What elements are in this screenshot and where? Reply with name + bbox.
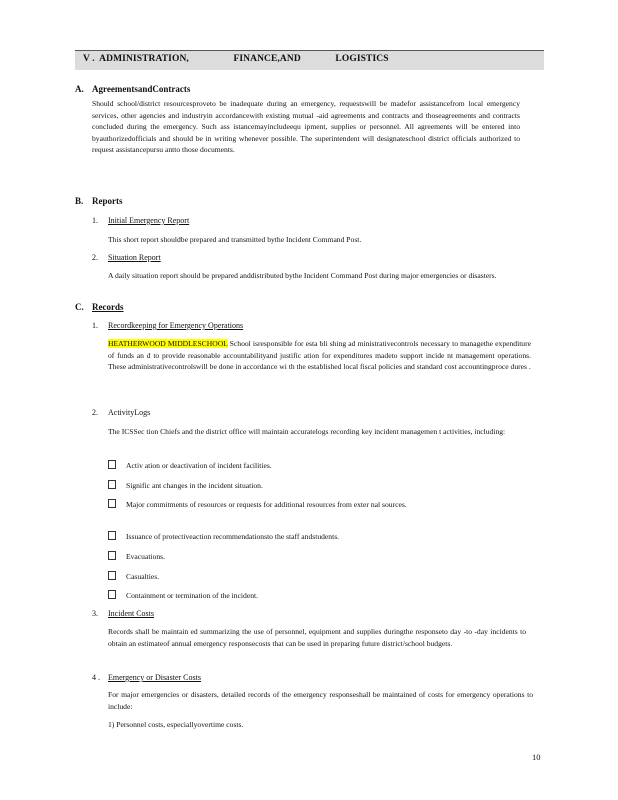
item-title: Recordkeeping for Emergency Operations bbox=[108, 321, 244, 330]
initial-report-paragraph: This short report shouldbe prepared and transmitted bythe Incident Command Post. bbox=[108, 235, 362, 244]
heading-letter: C. bbox=[75, 302, 84, 312]
bullet-text: Major commitments of resources or requests for additional resources from exter nal sources. bbox=[126, 500, 407, 509]
bullet-item bbox=[108, 571, 526, 582]
subheading-recordkeeping bbox=[92, 321, 243, 330]
bullet-item bbox=[108, 531, 526, 542]
section-header-bar bbox=[75, 50, 544, 70]
checkbox-bullet-icon bbox=[108, 460, 116, 469]
page-number: 10 bbox=[532, 752, 541, 762]
school-name-highlight: HEATHERWOOD MIDDLESCHOOL bbox=[108, 339, 228, 348]
item-number: 3. bbox=[92, 609, 98, 618]
heading-agreements bbox=[75, 84, 190, 94]
heading-records bbox=[75, 302, 124, 312]
subheading-activity-logs bbox=[92, 408, 150, 417]
item-number: 1. bbox=[92, 216, 98, 225]
bullet-text: Activ ation or deactivation of incident facilities. bbox=[126, 461, 272, 470]
bullet-text: Casualties. bbox=[126, 572, 160, 581]
bullet-item bbox=[108, 499, 526, 510]
recordkeeping-paragraph bbox=[108, 338, 531, 373]
subheading-disaster-costs bbox=[92, 673, 201, 682]
checkbox-bullet-icon bbox=[108, 571, 116, 580]
heading-reports bbox=[75, 196, 123, 206]
recordkeeping-text: School isresponsible for esta bli shing ad ministrativecontrols necessary to managethe expenditure of funds an d to provide reasonable accountabilityand justific ation for expenditures madeto support incide nt management operations. These administrativecontrolswill be done in accordance wi th the established local fiscal policies and standard cost accountingproce dures . bbox=[108, 339, 531, 371]
section-title: V . ADMINISTRATION, FINANCE,AND LOGISTICS bbox=[83, 54, 389, 64]
heading-text: Reports bbox=[92, 196, 123, 206]
item-title: Incident Costs bbox=[108, 609, 154, 618]
bullet-text: Signific ant changes in the incident situation. bbox=[126, 481, 263, 490]
item-title: Initial Emergency Report bbox=[108, 216, 190, 225]
disaster-costs-paragraph: For major emergencies or disasters, detailed records of the emergency responseshall be maintained of costs for emergency operations to include: bbox=[108, 690, 533, 711]
situation-report-paragraph: A daily situation report should be prepared anddistributed bythe Incident Command Post during major emergencies or disasters. bbox=[108, 271, 497, 280]
incident-costs-paragraph: Records shall be maintain ed summarizing the use of personnel, equipment and supplies duringthe responseto day -to -day incidents to obtain an estimateof annual emergency responsecosts that can be used in preparing future district/school budgets. bbox=[108, 627, 526, 648]
item-title: Emergency or Disaster Costs bbox=[108, 673, 201, 682]
checkbox-bullet-icon bbox=[108, 590, 116, 599]
disaster-costs-list-item: 1) Personnel costs, especiallyovertime costs. bbox=[108, 720, 244, 729]
bullet-text: Evacuations. bbox=[126, 552, 166, 561]
heading-text: Records bbox=[92, 302, 124, 312]
item-title: ActivityLogs bbox=[108, 408, 151, 417]
bullet-text: Containment or termination of the incident. bbox=[126, 591, 259, 600]
bullet-item bbox=[108, 460, 526, 471]
subheading-initial-report bbox=[92, 216, 189, 225]
checkbox-bullet-icon bbox=[108, 531, 116, 540]
agreements-paragraph: Should school/district resourcesproveto be inadequate during an emergency, requestswill be madefor assistancefrom local emergency services, other agencies and industryin accordancewith existing mutual -aid agreements and contracts and thoseagreements and contracts concluded during the emergency. Such ass istancemayincludeequ ipment, supplies or personnel. All agreements will be entered into byauthorizedofficials and should be in writing whenever possible. The superintendent will designateschool district officials authorized to request assistancepursu antto those documents. bbox=[92, 99, 520, 154]
checkbox-bullet-icon bbox=[108, 480, 116, 489]
item-number: 4 . bbox=[92, 673, 100, 682]
item-number: 1. bbox=[92, 321, 98, 330]
bullet-text: Issuance of protectiveaction recommendationsto the staff andstudents. bbox=[126, 532, 340, 541]
item-title: Situation Report bbox=[108, 253, 161, 262]
bullet-item bbox=[108, 551, 526, 562]
checkbox-bullet-icon bbox=[108, 551, 116, 560]
subheading-situation-report bbox=[92, 253, 161, 262]
heading-text: AgreementsandContracts bbox=[92, 84, 191, 94]
activity-logs-paragraph: The ICSSec tion Chiefs and the district office will maintain accuratelogs recording key incident managemen t activities, including: bbox=[108, 427, 506, 436]
subheading-incident-costs bbox=[92, 609, 154, 618]
bullet-item bbox=[108, 590, 526, 601]
item-number: 2. bbox=[92, 253, 98, 262]
heading-letter: B. bbox=[75, 196, 84, 206]
bullet-item bbox=[108, 480, 526, 491]
heading-letter: A. bbox=[75, 84, 84, 94]
item-number: 2. bbox=[92, 408, 98, 417]
checkbox-bullet-icon bbox=[108, 499, 116, 508]
